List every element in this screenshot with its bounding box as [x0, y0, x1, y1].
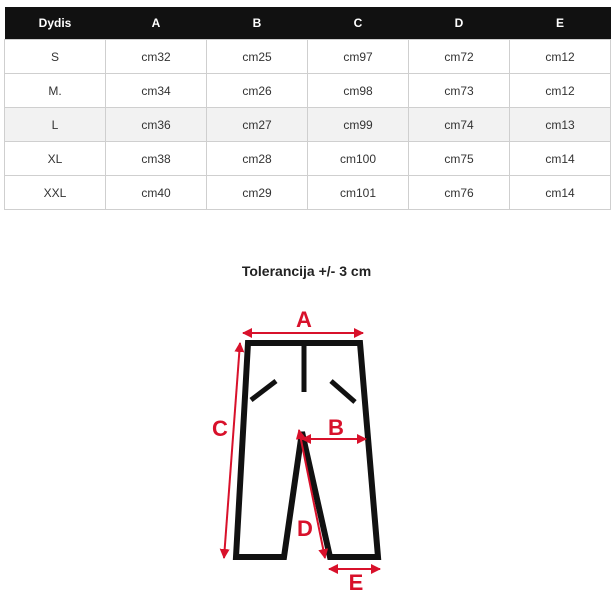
header-c: C	[308, 7, 409, 40]
table-cell: cm12	[510, 74, 611, 108]
left-pocket-line	[251, 381, 276, 400]
right-pocket-line	[331, 381, 355, 402]
table-cell: cm101	[308, 176, 409, 210]
table-cell: cm100	[308, 142, 409, 176]
label-b: B	[328, 415, 344, 440]
table-cell: XXL	[5, 176, 106, 210]
table-cell: L	[5, 108, 106, 142]
table-cell: cm73	[409, 74, 510, 108]
table-cell: cm29	[207, 176, 308, 210]
table-cell: cm27	[207, 108, 308, 142]
label-a: A	[296, 307, 312, 332]
table-cell: cm34	[106, 74, 207, 108]
table-cell: cm12	[510, 40, 611, 74]
table-cell: cm13	[510, 108, 611, 142]
tolerance-title: Tolerancija +/- 3 cm	[241, 263, 372, 279]
header-a: A	[106, 7, 207, 40]
label-c: C	[212, 416, 228, 441]
label-e: E	[348, 570, 364, 595]
table-cell: cm32	[106, 40, 207, 74]
table-cell: S	[5, 40, 106, 74]
table-cell: M.	[5, 74, 106, 108]
table-cell: cm99	[308, 108, 409, 142]
label-d: D	[297, 516, 313, 541]
header-d: D	[409, 7, 510, 40]
table-cell: cm98	[308, 74, 409, 108]
table-cell: cm72	[409, 40, 510, 74]
header-e: E	[510, 7, 611, 40]
table-cell: cm36	[106, 108, 207, 142]
header-b: B	[207, 7, 308, 40]
table-cell: cm14	[510, 142, 611, 176]
table-cell: cm26	[207, 74, 308, 108]
table-cell: cm38	[106, 142, 207, 176]
table-cell: cm28	[207, 142, 308, 176]
table-cell: cm76	[409, 176, 510, 210]
header-size: Dydis	[5, 7, 106, 40]
table-cell: XL	[5, 142, 106, 176]
table-cell: cm75	[409, 142, 510, 176]
table-cell: cm40	[106, 176, 207, 210]
table-cell: cm74	[409, 108, 510, 142]
table-cell: cm25	[207, 40, 308, 74]
table-cell: cm14	[510, 176, 611, 210]
table-cell: cm97	[308, 40, 409, 74]
